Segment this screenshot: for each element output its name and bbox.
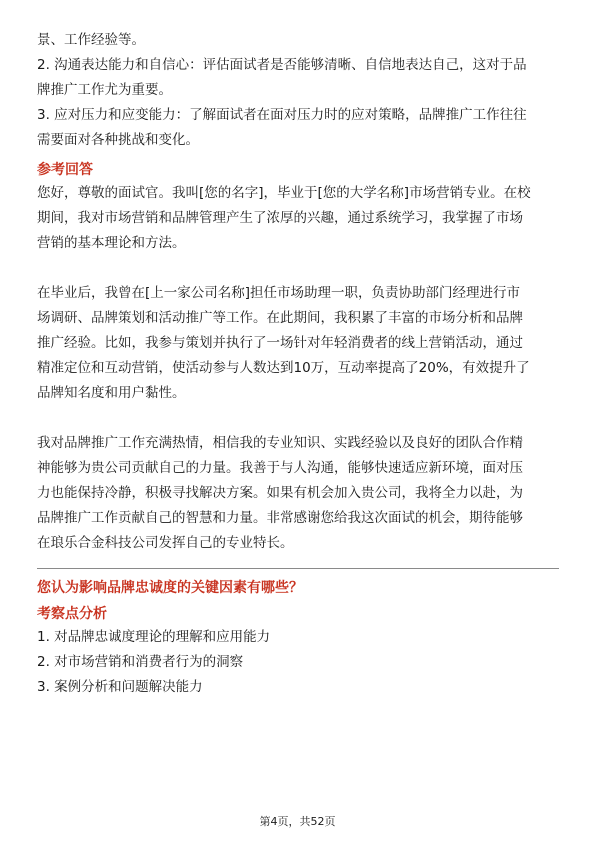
answer-paragraph-1 xyxy=(37,181,559,256)
analysis-list xyxy=(37,625,559,700)
answer-line: 品牌推广工作贡献自己的智慧和力量。非常感谢您给我这次面试的机会，期待能够 xyxy=(37,510,523,526)
answer-heading: 参考回答 xyxy=(37,162,93,178)
analysis-heading: 考察点分析 xyxy=(37,606,107,622)
answer-line: 我对品牌推广工作充满热情，相信我的专业知识、实践经验以及良好的团队合作精 xyxy=(37,435,523,451)
criteria-list xyxy=(37,53,559,153)
answer-line: 场调研、品牌策划和活动推广等工作。在此期间，我积累了丰富的市场分析和品牌 xyxy=(37,310,523,326)
answer-line: 在毕业后，我曾在[上一家公司名称]担任市场助理一职，负责协助部门经理进行市 xyxy=(37,285,521,301)
answer-line: 精准定位和互动营销，使活动参与人数达到10万，互动率提高了20%，有效提升了 xyxy=(37,360,530,376)
answer-paragraph-2 xyxy=(37,281,559,406)
criteria-line: 3. 应对压力和应变能力：了解面试者在面对压力时的应对策略，品牌推广工作往往 xyxy=(37,107,527,123)
answer-line: 品牌知名度和用户黏性。 xyxy=(37,385,186,401)
answer-paragraph-3 xyxy=(37,431,559,556)
answer-line: 力也能保持冷静，积极寻找解决方案。如果有机会加入贵公司，我将全力以赴，为 xyxy=(37,485,523,501)
answer-line: 神能够为贵公司贡献自己的力量。我善于与人沟通，能够快速适应新环境，面对压 xyxy=(37,460,523,476)
criteria-line: 牌推广工作尤为重要。 xyxy=(37,82,172,98)
page-footer: 第4页，共52页 xyxy=(259,815,336,828)
analysis-item: 3. 案例分析和问题解决能力 xyxy=(37,679,203,695)
analysis-item: 2. 对市场营销和消费者行为的洞察 xyxy=(37,654,244,670)
criteria-line: 需要面对各种挑战和变化。 xyxy=(37,132,199,148)
page-content xyxy=(37,28,559,700)
criteria-line: 2. 沟通表达能力和自信心：评估面试者是否能够清晰、自信地表达自己，这对于品 xyxy=(37,57,527,73)
answer-line: 您好，尊敬的面试官。我叫[您的名字]，毕业于[您的大学名称]市场营销专业。在校 xyxy=(37,185,531,201)
answer-line: 期间，我对市场营销和品牌管理产生了浓厚的兴趣，通过系统学习，我掌握了市场 xyxy=(37,210,523,226)
answer-line: 营销的基本理论和方法。 xyxy=(37,235,186,251)
answer-line: 推广经验。比如，我参与策划并执行了一场针对年轻消费者的线上营销活动，通过 xyxy=(37,335,523,351)
analysis-item: 1. 对品牌忠诚度理论的理解和应用能力 xyxy=(37,629,271,645)
section-divider xyxy=(37,568,559,569)
question-title: 您认为影响品牌忠诚度的关键因素有哪些？ xyxy=(37,580,303,596)
intro-tail-text: 景、工作经验等。 xyxy=(37,32,145,48)
answer-line: 在琅乐合金科技公司发挥自己的专业特长。 xyxy=(37,535,294,551)
